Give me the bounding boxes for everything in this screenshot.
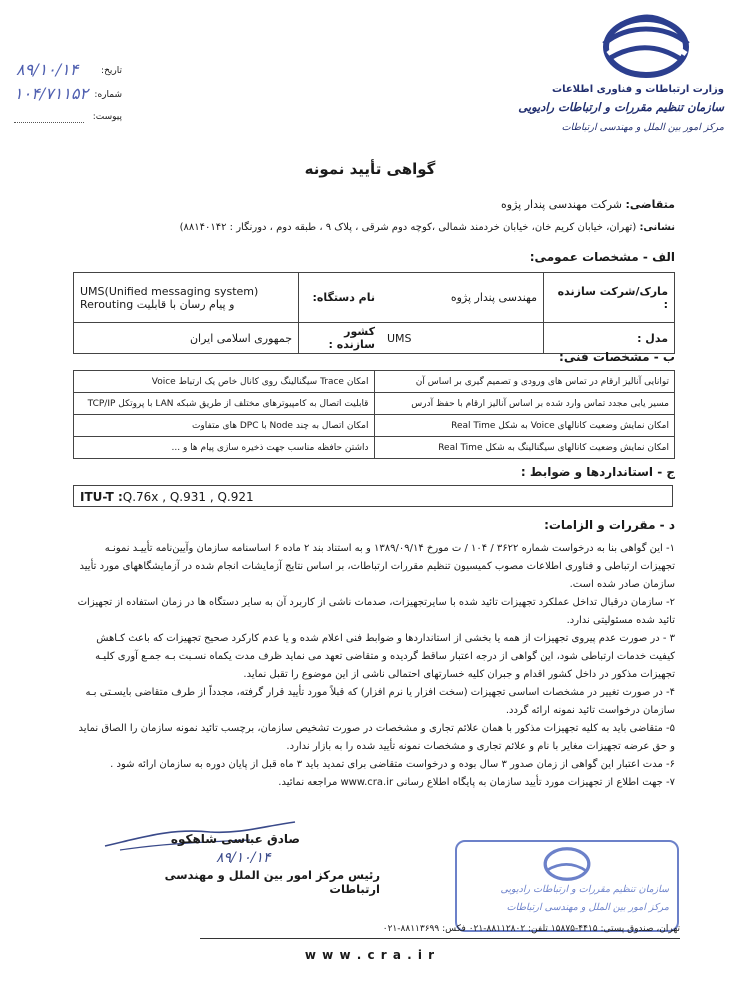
cra-logo-icon bbox=[596, 14, 696, 80]
address-row bbox=[70, 222, 675, 233]
device-value-line2: و پیام رسان با قابلیت Rerouting bbox=[80, 297, 235, 311]
tech-cell: امکان اتصال به چند Node با DPC های متفاوت bbox=[74, 415, 375, 437]
general-table bbox=[73, 272, 675, 354]
table-row bbox=[74, 415, 675, 437]
table-row bbox=[74, 371, 675, 393]
device-value bbox=[74, 273, 299, 323]
attachment-label: پیوست: bbox=[92, 112, 122, 122]
tech-cell: امکان نمایش وضعیت کانالهای سیگنالینگ به شکل Real Time bbox=[374, 437, 675, 459]
device-label: نام دستگاه: bbox=[299, 273, 382, 323]
date-value: ۸۹/۱۰/۱۴ bbox=[16, 60, 79, 79]
signature-date: ۸۹/۱۰/۱۴ bbox=[216, 850, 271, 866]
stamp-line1: سازمان تنظیم مقررات و ارتباطات رادیویی bbox=[500, 884, 669, 895]
tech-cell: امکان نمایش وضعیت کانالهای Voice به شکل Real Time bbox=[374, 415, 675, 437]
address-label: نشانی: bbox=[639, 222, 675, 233]
signer-title: رئیس مرکز امور بین الملل و مهندسی ارتباطات bbox=[164, 868, 380, 896]
ministry-name: وزارت ارتباطات و فناوری اطلاعات bbox=[552, 84, 724, 95]
technical-table bbox=[73, 370, 675, 459]
rule-paragraph: ۳ - در صورت عدم پیروی تجهیزات از همه یا بخشی از استانداردها و ضوابط فنی اعلام شده و یا عدم کارکرد صحیح تجهیزات که باعث کـاهش کیفیت خدمات ارتباطی شود، این گواهی از درجه اعتبار ساقط گردیده و متقاضی تعهد می نماید ظرف مدت یکماه نسـبت بـه جمـع آوری کلیـه تجهیزات مذکور در داخل کشور اقدام و جبران کلیه خسارتهای احتمالی ناشی از این موضوع را تقبل نماید. bbox=[95, 633, 675, 680]
footer-divider bbox=[200, 938, 680, 939]
footer-contact: تهران، صندوق پستی: ۴۴۱۵-۱۵۸۷۵ تلفن: ۸۸۱۱۲۸۰۲-۰۲۱ فکس: ۸۸۱۱۳۶۹۹-۰۲۱ bbox=[382, 924, 680, 934]
brand-value: مهندسی پندار پژوه bbox=[381, 273, 544, 323]
brand-label: مارک/شرکت سازنده : bbox=[544, 273, 675, 323]
rule-paragraph: ۱- این گواهی بنا به درخواست شماره ۳۶۲۲ / ۱۰۴ / ت مورخ ۱۳۸۹/۰۹/۱۴ و به استناد بند ۲ ماده ۶ اساسنامه سازمان وآیین‌نامه تأییـد نمونـه تجهیزات ارتباطی و فناوری اطلاعات مصوب کمیسیون تنظیم مقررات ارتباطات، بر اساس نتایج آزمایشات انجام شده در آزمایشگاههای مورد تأیید سازمان صادر شده است. bbox=[79, 543, 675, 590]
number-label: شماره: bbox=[94, 90, 122, 100]
rules-heading: د - مقررات و الزامات: bbox=[544, 518, 675, 532]
tech-cell: مسیر یابی مجدد تماس وارد شده بر اساس آنالیز ارقام با حفظ آدرس bbox=[374, 393, 675, 415]
country-value: جمهوری اسلامی ایران bbox=[74, 323, 299, 354]
device-value-line1: UMS(Unified messaging system) bbox=[80, 284, 259, 298]
tech-cell: امکان Trace سیگنالینگ روی کانال خاص یک ارتباط Voice bbox=[74, 371, 375, 393]
technical-heading: ب - مشخصات فنی: bbox=[559, 350, 675, 364]
attachment-row bbox=[14, 108, 122, 130]
org-name: سازمان تنظیم مقررات و ارتباطات رادیویی bbox=[518, 100, 724, 114]
rule-paragraph: ۵- متقاضی باید به کلیه تجهیزات مذکور با همان علائم تجاری و مشخصات در صورت تشخیص سازمان، برچسب تائید نمونه سازمان را الصاق نماید و حق عرضه تجهیزات مغایر با نام و علائم تجاری و مشخصات نمونه تأیید شده را به بازار ندارد. bbox=[78, 723, 675, 752]
applicant-value: شرکت مهندسی پندار پژوه bbox=[501, 198, 622, 211]
rule-paragraph: ۶- مدت اعتبار این گواهی از زمان صدور ۳ سال بوده و درخواست متقاضی برای تمدید باید ۳ ماه قبل از پایان دوره به سازمان ارائه شود . bbox=[110, 759, 675, 770]
footer-website: w w w . c r a . i r bbox=[304, 948, 436, 962]
stamp-line2: مرکز امور بین الملل و مهندسی ارتباطات bbox=[506, 902, 669, 913]
table-row bbox=[74, 437, 675, 459]
rule-paragraph: ۲- سازمان درقبال تداخل عملکرد تجهیزات تائید شده با سایرتجهیزات، صدمات ناشی از کاربرد آن به سایر دستگاه ها در زمان استفاده از تجهیزات تائید شده مسئولیتی ندارد. bbox=[77, 597, 675, 626]
applicant-label: متقاضی: bbox=[625, 198, 675, 211]
address-value: (تهران، خیابان کریم خان، خیابان خردمند شمالی ،کوچه دوم شرقی ، پلاک ۹ ، طبقه دوم ، دورنگار : ۸۸۱۴۰۱۴۲) bbox=[179, 222, 637, 233]
applicant-row bbox=[370, 198, 675, 211]
date-row bbox=[14, 60, 122, 84]
tech-cell: توانایی آنالیز ارقام در تماس های ورودی و تصمیم گیری بر اساس آن bbox=[374, 371, 675, 393]
center-name: مرکز امور بین الملل و مهندسی ارتباطات bbox=[561, 122, 724, 133]
signer-name: صادق عباسی شاهکوه bbox=[170, 832, 300, 846]
standards-box bbox=[73, 485, 673, 507]
general-heading: الف - مشخصات عمومی: bbox=[529, 250, 675, 264]
official-stamp bbox=[455, 840, 679, 932]
itu-label: ITU-T : bbox=[80, 490, 123, 504]
tech-cell: داشتن حافظه مناسب جهت ذخیره سازی پیام ها و ... bbox=[74, 437, 375, 459]
stamp-logo-icon bbox=[537, 846, 597, 882]
number-row bbox=[14, 84, 122, 108]
rules-body bbox=[75, 540, 675, 792]
itu-value: Q.76x , Q.931 , Q.921 bbox=[122, 490, 254, 504]
table-row bbox=[74, 393, 675, 415]
rule-paragraph: ۴- در صورت تغییر در مشخصات اساسی تجهیزات (سخت افزار یا نرم افزار) که قبلاً مورد تأیید قرار گرفته، مجدداً از طرف متقاضی بایسـتی بـه سازمان درخواست تائید نمونه ارائه گردد. bbox=[85, 687, 675, 716]
meta-block bbox=[14, 60, 122, 130]
number-value: ۱۰۴/۷۱۱۵۲ bbox=[14, 84, 89, 103]
tech-cell: قابلیت اتصال به کامپیوترهای مختلف از طریق شبکه LAN با پروتکل TCP/IP bbox=[74, 393, 375, 415]
country-label: کشور سازنده : bbox=[299, 323, 382, 354]
standards-heading: ج - استانداردها و ضوابط : bbox=[520, 465, 675, 479]
page-title: گواهی تأیید نمونه bbox=[304, 160, 436, 178]
model-label: مدل : bbox=[544, 323, 675, 354]
header-block bbox=[470, 84, 724, 133]
model-value: UMS bbox=[381, 323, 544, 354]
rule-paragraph: ۷- جهت اطلاع از تجهیزات مورد تأیید سازمان به پایگاه اطلاع رسانی www.cra.ir مراجعه نمائید. bbox=[278, 777, 675, 788]
date-label: تاریخ: bbox=[101, 66, 122, 76]
